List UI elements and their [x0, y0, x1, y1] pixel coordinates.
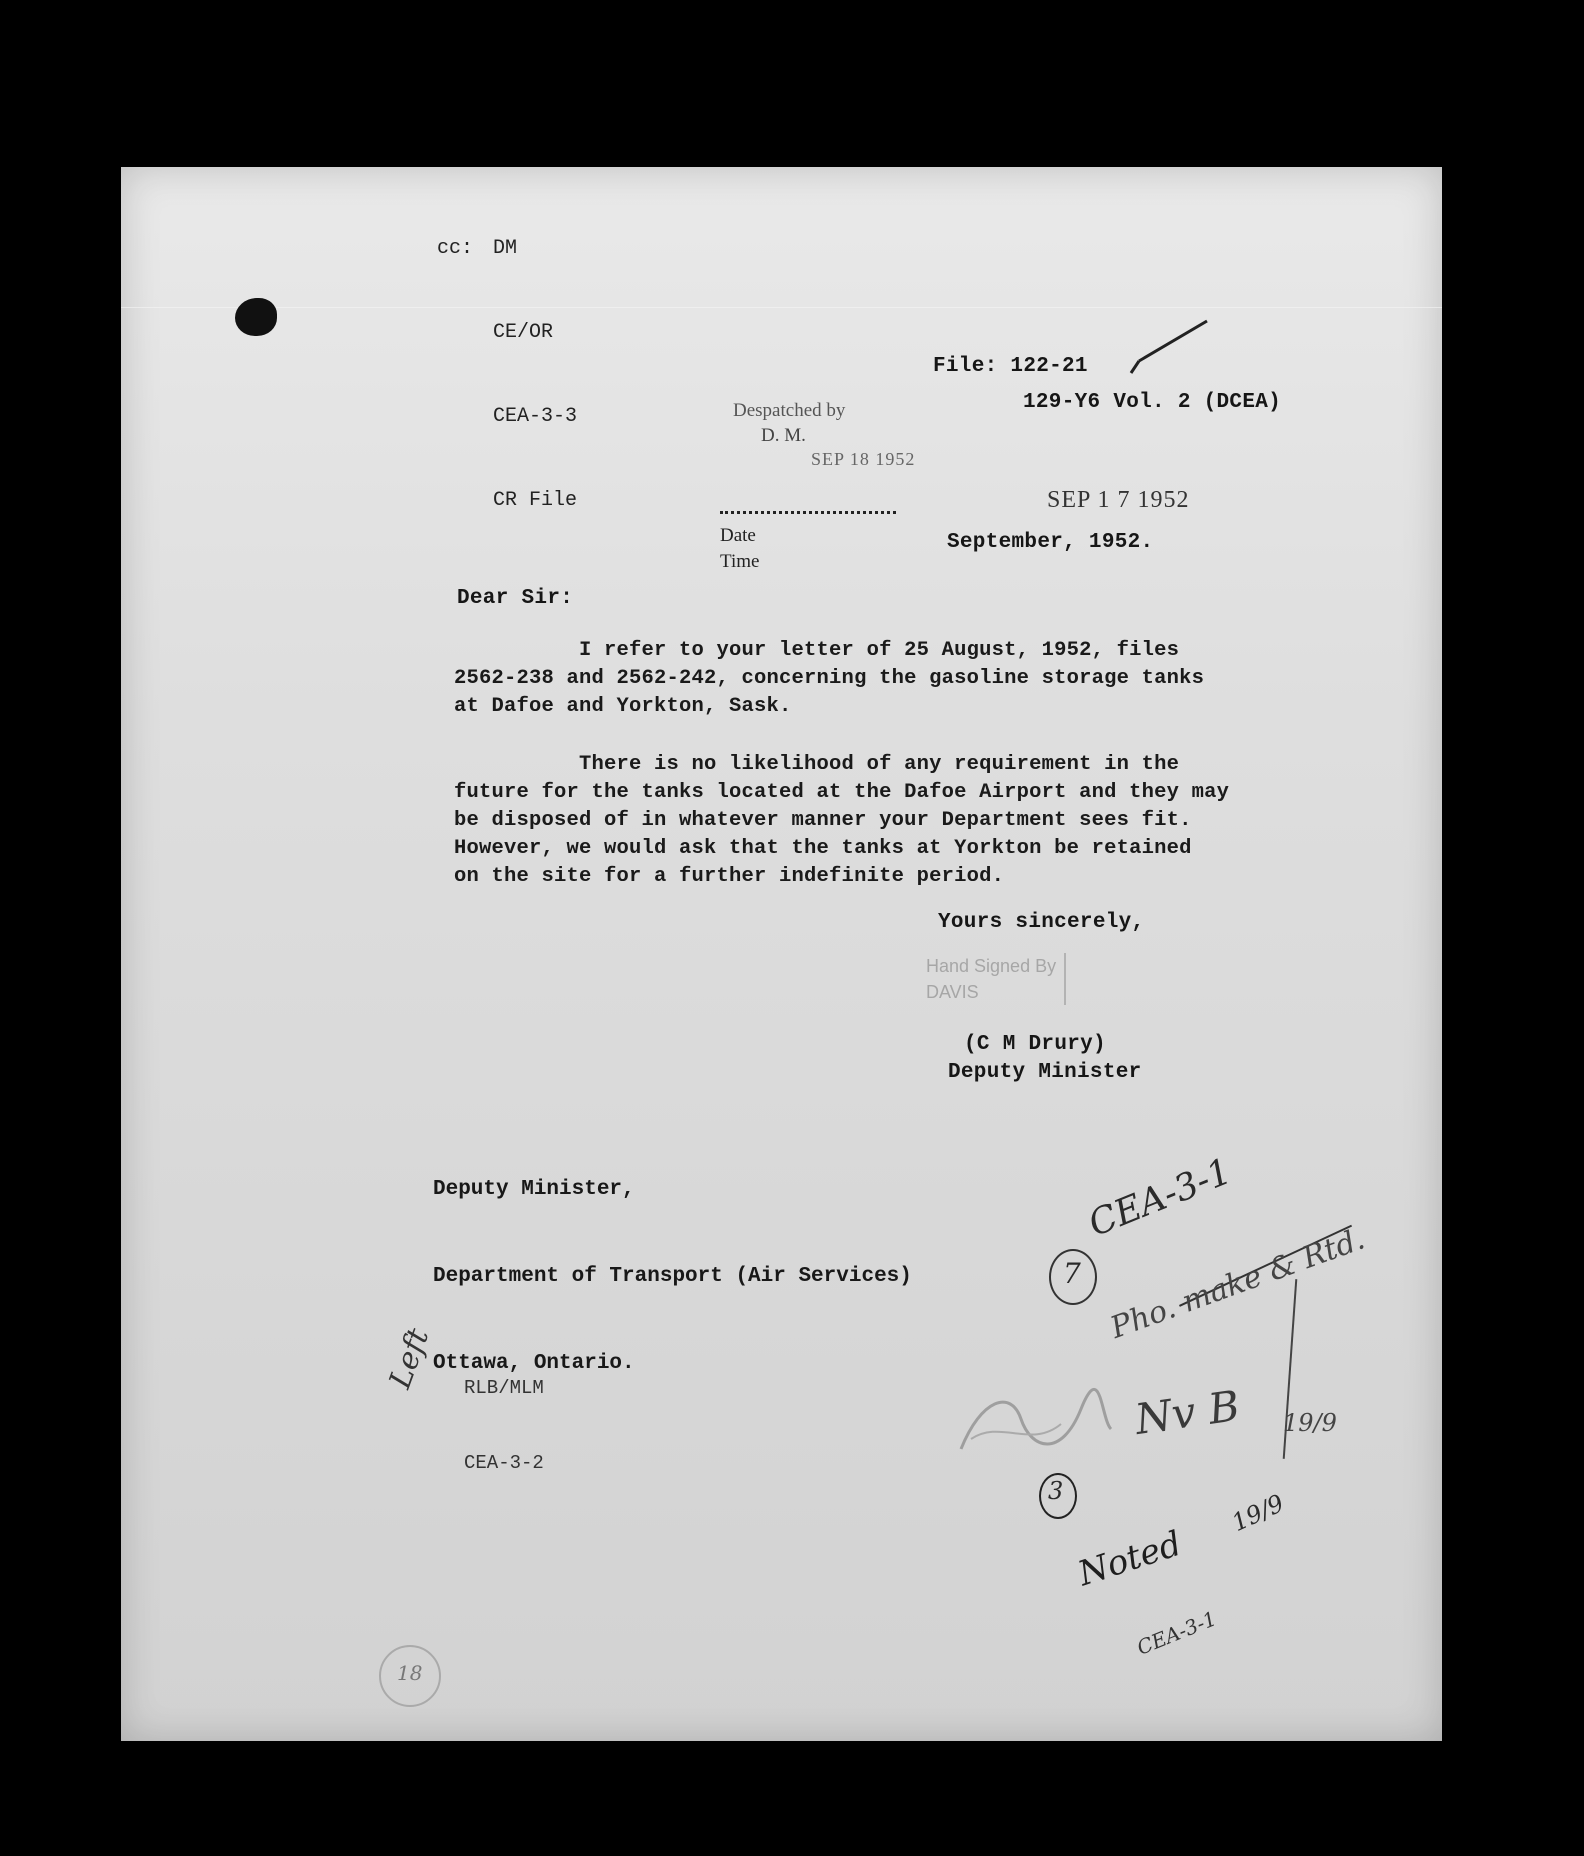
time-label: Time	[720, 551, 760, 572]
cc-label: cc:	[437, 237, 474, 260]
signatory-name: (C M Drury)	[964, 1033, 1106, 1056]
signature-stamp-line1: Hand Signed By	[926, 956, 1057, 976]
reference-initials	[464, 1326, 544, 1526]
handwritten-noted-date: 19/9	[1227, 1488, 1289, 1538]
addressee-line: Ottawa, Ontario.	[433, 1352, 635, 1375]
cc-row-4	[437, 487, 577, 515]
date-time-labels	[720, 523, 759, 575]
cc-recipient: CE/OR	[493, 321, 554, 344]
reference-initials-line2: CEA-3-2	[464, 1452, 544, 1474]
paper-crease	[121, 307, 1442, 308]
dotted-divider	[720, 511, 896, 514]
addressee-line: Department of Transport (Air Services)	[433, 1265, 912, 1288]
dispatch-stamp-line1: Despatched by	[733, 400, 846, 421]
addressee-line: Deputy Minister,	[433, 1178, 635, 1201]
document-page	[121, 167, 1442, 1741]
cc-recipient: DM	[493, 237, 518, 260]
file-reference-1: File: 122-21	[933, 355, 1088, 378]
cc-row-1	[437, 235, 577, 263]
date-label: Date	[720, 525, 756, 546]
cc-row-2	[437, 319, 577, 347]
handwritten-noted: Noted	[1073, 1523, 1187, 1595]
received-date-stamp: SEP 1 7 1952	[1047, 487, 1190, 513]
handwritten-day: 19/9	[1283, 1409, 1337, 1437]
body-paragraph-1: I refer to your letter of 25 August, 1952, files 2562-238 and 2562-242, concerning the gasoline storage tanks at Dafoe and Yorkton, Sask.	[454, 639, 1205, 718]
reference-initials-line1: RLB/MLM	[464, 1377, 544, 1399]
handwritten-note: Pho. make & Rtd.	[1106, 1221, 1370, 1346]
page-number: 18	[397, 1661, 423, 1685]
cc-row-3	[437, 403, 577, 431]
signature-stamp	[926, 953, 1066, 1005]
handwritten-circle-number-1: 7	[1063, 1257, 1081, 1290]
handwritten-noted-ref: CEA-3-1	[1133, 1606, 1220, 1660]
handwritten-file-ref: CEA-3-1	[1083, 1150, 1238, 1246]
handwritten-margin-note: Left	[382, 1323, 437, 1394]
faded-scribble-icon	[951, 1379, 1121, 1469]
closing: Yours sincerely,	[938, 911, 1145, 934]
cc-recipient: CEA-3-3	[493, 405, 578, 428]
cc-recipient: CR File	[493, 489, 578, 512]
signature-stamp-line2: DAVIS	[926, 982, 979, 1002]
ink-blot	[235, 298, 277, 336]
handwritten-circle-number-2: 3	[1048, 1477, 1064, 1505]
dispatch-stamp-line2: D. M.	[761, 425, 806, 446]
letter-date: September, 1952.	[947, 531, 1154, 554]
file-reference-2: 129-Y6 Vol. 2 (DCEA)	[1023, 391, 1282, 414]
body-paragraph-2: There is no likelihood of any requirement in the future for the tanks located at the Dafoe Airport and they may be disposed of in whatever manner your Department sees fit. However, we would ask that the tanks at Yorkton be retained on the site for a further indefinite period.	[454, 753, 1230, 888]
signatory-title: Deputy Minister	[948, 1061, 1142, 1084]
handwritten-initials: Nv B	[1132, 1380, 1243, 1445]
cc-list	[437, 179, 577, 571]
salutation: Dear Sir:	[457, 587, 574, 610]
dispatch-stamp-date: SEP 18 1952	[811, 449, 916, 469]
checkmark-icon	[1129, 317, 1209, 377]
